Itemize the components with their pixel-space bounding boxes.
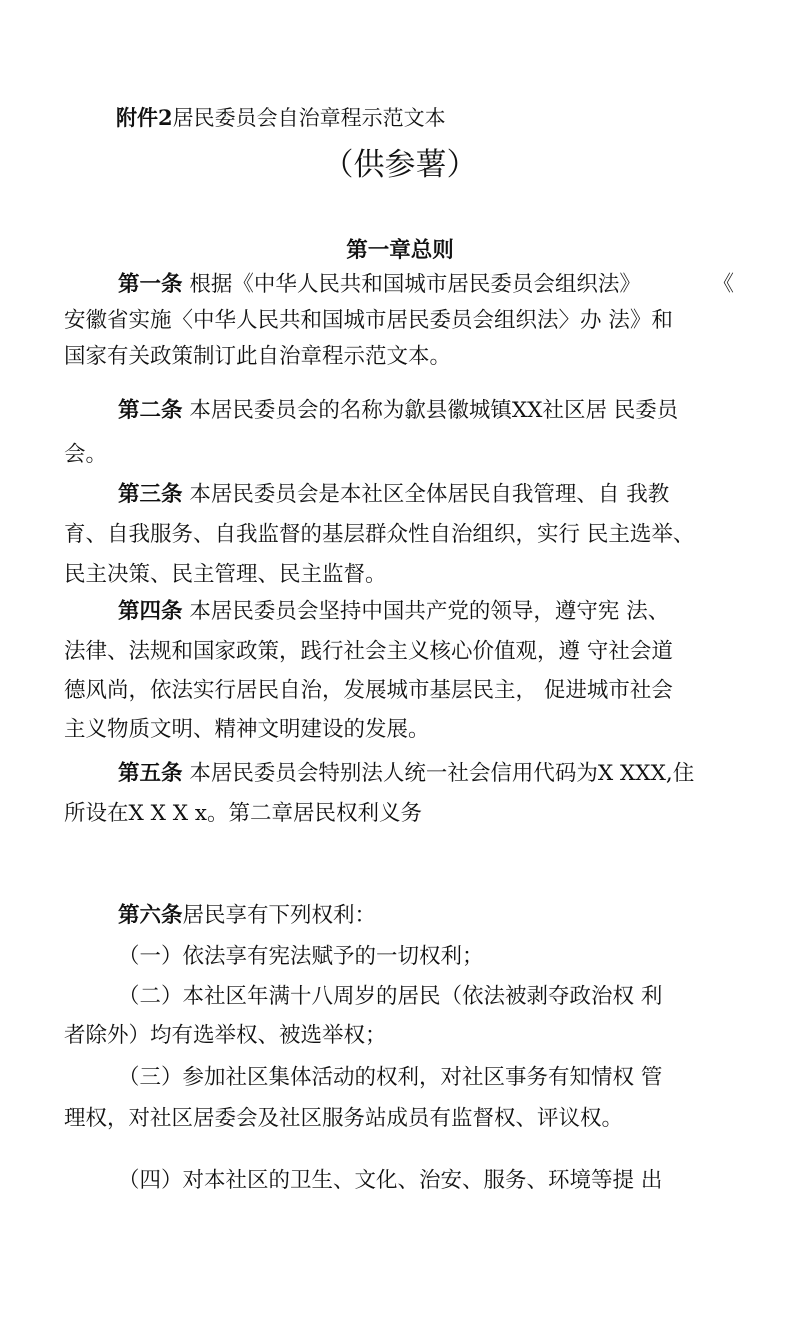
article-5-label: 第五条	[118, 761, 183, 786]
article-6-item-1: （一）依法享有宪法赋予的一切权利；	[118, 944, 484, 969]
article-1-line-2: 安徽省实施〈中华人民共和国城市居民委员会组织法〉办 法》和	[64, 308, 673, 333]
document-subtitle: （供参薯）	[322, 147, 478, 183]
article-2-line-2: 会。	[64, 442, 108, 467]
article-4-line-4: 主义物质文明、精神文明建设的发展。	[64, 717, 430, 742]
article-1-line-3: 国家有关政策制订此自治章程示范文本。	[64, 344, 452, 369]
attachment-label: 附件2	[116, 105, 173, 130]
article-4-line-2: 法律、法规和国家政策，践行社会主义核心价值观，遵 守社会道	[64, 639, 673, 664]
article-6-label: 第六条	[118, 903, 183, 928]
article-5-line-2: 所设在X X X x。第二章居民权利义务	[64, 801, 423, 826]
article-6-item-2-line-1: （二）本社区年满十八周岁的居民（依法被剥夺政治权 利	[118, 984, 663, 1009]
article-1-line-1: 第一条 根据《中华人民共和国城市居民委员会组织法》 《	[118, 270, 734, 300]
article-5-line-1: 第五条 本居民委员会特别法人统一社会信用代码为X XXX,住	[118, 761, 695, 786]
article-2-line-1: 第二条 本居民委员会的名称为歙县徽城镇XX社区居 民委员	[118, 398, 679, 423]
article-6-item-3-line-2: 理权，对社区居委会及社区服务站成员有监督权、评议权。	[64, 1106, 624, 1131]
document-heading	[116, 104, 446, 132]
article-6-item-4-line-1: （四）对本社区的卫生、文化、治安、服务、环境等提 出	[118, 1168, 663, 1193]
article-4-line-3: 德风尚，依法实行居民自治，发展城市基层民主， 促进城市社会	[64, 678, 673, 703]
article-4-label: 第四条	[118, 599, 183, 624]
article-6-line-1: 第六条居民享有下列权利：	[118, 903, 377, 928]
article-2-label: 第二条	[118, 398, 183, 423]
chapter-title: 第一章总则	[346, 238, 454, 263]
article-3-line-3: 民主决策、民主管理、民主监督。	[64, 562, 387, 587]
article-3-line-1: 第三条 本居民委员会是本社区全体居民自我管理、自 我教	[118, 482, 670, 507]
article-6-item-3-line-1: （三）参加社区集体活动的权利，对社区事务有知情权 管	[118, 1065, 663, 1090]
article-1-label: 第一条	[118, 272, 183, 297]
document-title: 居民委员会自治章程示范文本	[172, 106, 446, 130]
article-3-line-2: 育、自我服务、自我监督的基层群众性自治组织，实行 民主选举、	[64, 522, 695, 547]
article-4-line-1: 第四条 本居民委员会坚持中国共产党的领导，遵守宪 法、	[118, 599, 670, 624]
article-6-item-2-line-2: 者除外）均有选举权、被选举权；	[64, 1023, 387, 1048]
article-3-label: 第三条	[118, 482, 183, 507]
